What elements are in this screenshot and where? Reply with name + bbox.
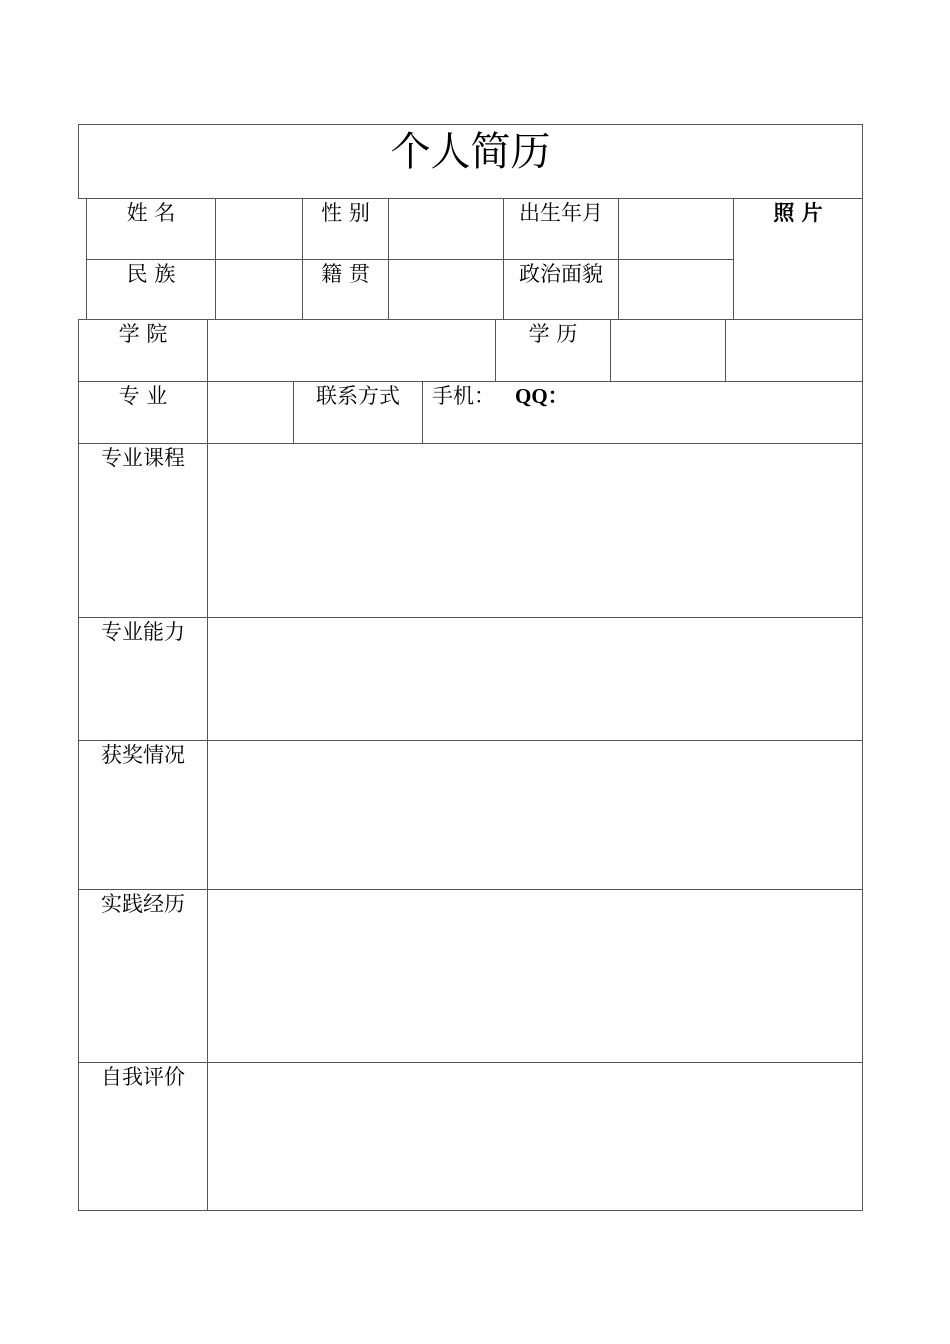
college-label: 学 院 xyxy=(118,322,168,346)
name-label: 姓 名 xyxy=(126,201,176,225)
divider-row3 xyxy=(78,381,863,382)
major-label: 专 业 xyxy=(118,384,168,408)
major-field[interactable] xyxy=(208,382,293,443)
political-status-field[interactable] xyxy=(619,260,733,319)
birth-label: 出生年月 xyxy=(519,201,603,225)
birth-field[interactable] xyxy=(619,199,733,259)
border-bottom xyxy=(78,1210,863,1211)
section-practice-content[interactable] xyxy=(208,890,862,1062)
extra-field[interactable] xyxy=(726,320,862,381)
border-top xyxy=(78,124,863,125)
page-title: 个人简历 xyxy=(390,129,551,175)
phone-field[interactable] xyxy=(492,382,514,443)
contact-label: 联系方式 xyxy=(316,384,400,408)
education-label: 学 历 xyxy=(528,322,578,346)
photo-box[interactable] xyxy=(734,228,862,319)
border-right xyxy=(862,124,863,1211)
qq-label: QQ： xyxy=(515,384,569,408)
ethnicity-label: 民 族 xyxy=(126,262,176,286)
section-awards-content[interactable] xyxy=(208,741,862,889)
education-field[interactable] xyxy=(611,320,725,381)
gender-label: 性 别 xyxy=(321,201,370,225)
section-label-practice: 实践经历 xyxy=(101,892,185,916)
political-status-label: 政治面貌 xyxy=(519,262,603,286)
col-line xyxy=(422,381,423,444)
section-label-self-evaluation: 自我评价 xyxy=(101,1065,185,1089)
name-field[interactable] xyxy=(216,199,302,259)
section-label-awards: 获奖情况 xyxy=(101,743,185,767)
border-left-title xyxy=(78,124,79,199)
section-ability-content[interactable] xyxy=(208,618,862,740)
native-place-label: 籍 贯 xyxy=(321,262,370,286)
college-field[interactable] xyxy=(208,320,495,381)
section-self-evaluation-content[interactable] xyxy=(208,1063,862,1210)
phone-label: 手机： xyxy=(432,384,495,408)
ethnicity-field[interactable] xyxy=(216,260,302,319)
photo-label: 照 片 xyxy=(773,200,823,225)
section-label-ability: 专业能力 xyxy=(101,620,185,644)
section-label-courses: 专业课程 xyxy=(101,446,185,470)
gender-field[interactable] xyxy=(389,199,503,259)
section-courses-content[interactable] xyxy=(208,444,862,617)
native-place-field[interactable] xyxy=(389,260,503,319)
